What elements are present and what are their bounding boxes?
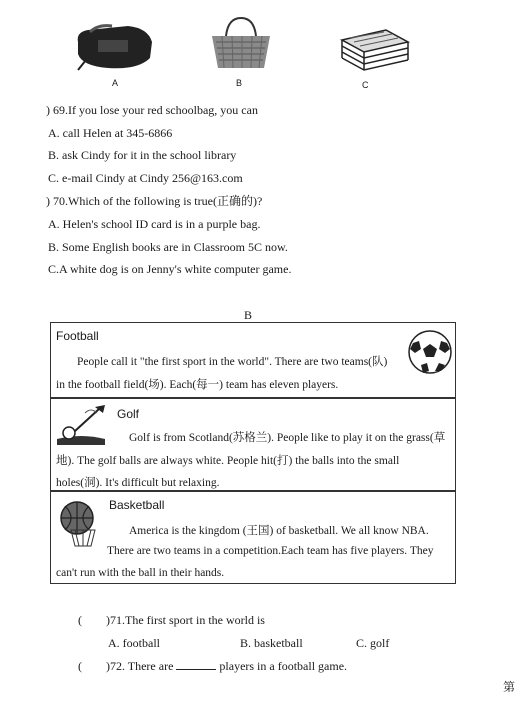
football-line-2: in the football field(场). Each(每一) team has eleven players. — [56, 379, 339, 391]
basketball-title: Basketball — [109, 498, 165, 512]
q72-answer-blank[interactable] — [176, 659, 216, 670]
q70-stem: ) 70.Which of the following is true(正确的)? — [46, 194, 263, 208]
football-line-1: People call it "the first sport in the world". There are two teams(队) — [77, 356, 388, 368]
q69-option-b: B. ask Cindy for it in the school library — [48, 148, 237, 162]
q72-stem-after: players in a football game. — [219, 659, 348, 673]
schoolbag-picture — [68, 20, 158, 72]
q72-stem — [106, 659, 347, 673]
basketball-box — [50, 491, 456, 584]
q71-option-c: C. golf — [356, 636, 390, 650]
option-b-label: B — [236, 78, 243, 88]
basketball-hoop-icon — [55, 496, 105, 548]
q71-option-a: A. football — [108, 636, 160, 650]
basketball-line-3: can't run with the ball in their hands. — [56, 567, 225, 579]
section-label: B — [244, 308, 253, 322]
q72-paren: ( — [78, 659, 82, 673]
golf-line-3: holes(洞). It's difficult but relaxing. — [56, 477, 220, 489]
handbag-picture — [208, 16, 274, 72]
q69-option-a: A. call Helen at 345-6866 — [48, 126, 173, 140]
soccer-ball-icon — [407, 329, 453, 375]
q71-stem: )71.The first sport in the world is — [106, 613, 265, 627]
q70-option-c: C.A white dog is on Jenny's white computer game. — [48, 262, 292, 276]
golf-box — [50, 398, 456, 491]
football-box — [50, 322, 456, 398]
books-picture — [336, 24, 412, 74]
golf-line-1: Golf is from Scotland(苏格兰). People like to play it on the grass(草 — [129, 432, 446, 444]
q69-stem: ) 69.If you lose your red schoolbag, you can — [46, 103, 258, 117]
page-mark: 第 — [503, 680, 516, 694]
q71-paren: ( — [78, 613, 82, 627]
book-stack-icon — [336, 24, 412, 74]
handbag-icon — [208, 16, 274, 72]
golf-icon — [55, 403, 107, 445]
basketball-line-2: There are two teams in a competition.Each team has five players. They — [107, 545, 434, 557]
basketball-line-1: America is the kingdom (王国) of basketball. We all know NBA. — [129, 525, 429, 537]
option-a-label: A — [112, 78, 119, 88]
football-title: Football — [56, 329, 99, 343]
option-c-label: C — [362, 80, 369, 90]
q69-option-c: C. e-mail Cindy at Cindy 256@163.com — [48, 171, 243, 185]
golf-line-2: 地). The golf balls are always white. People hit(打) the balls into the small — [56, 455, 400, 467]
q70-option-b: B. Some English books are in Classroom 5C now. — [48, 240, 288, 254]
q71-option-b: B. basketball — [240, 636, 303, 650]
schoolbag-icon — [68, 20, 158, 72]
q70-option-a: A. Helen's school ID card is in a purple bag. — [48, 217, 261, 231]
q72-stem-before: )72. There are — [106, 659, 174, 673]
golf-title: Golf — [117, 407, 140, 421]
